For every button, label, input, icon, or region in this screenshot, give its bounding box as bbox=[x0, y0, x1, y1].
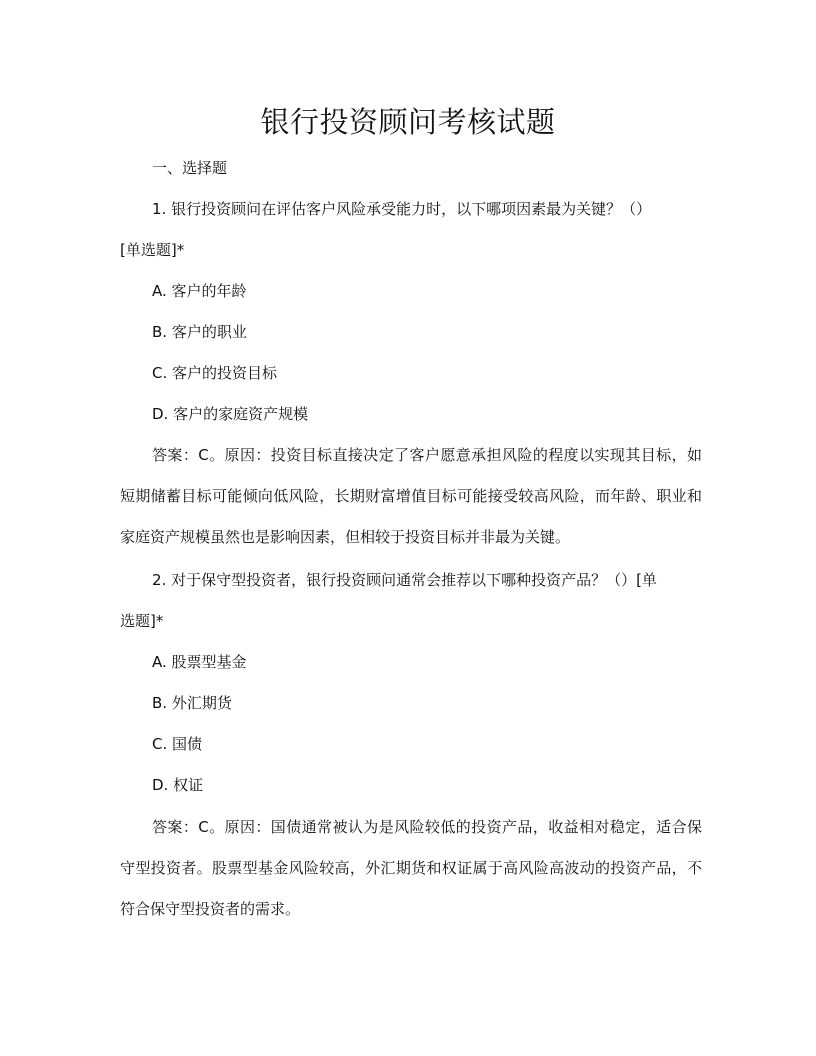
question-2-option-d: D. 权证 bbox=[152, 776, 204, 794]
question-1-option-a: A. 客户的年龄 bbox=[152, 282, 247, 300]
question-1-option-b: B. 客户的职业 bbox=[152, 323, 247, 341]
question-1-stem: 1. 银行投资顾问在评估客户风险承受能力时，以下哪项因素最为关键？（） bbox=[152, 200, 652, 218]
document-title: 银行投资顾问考核试题 bbox=[260, 105, 556, 139]
section-heading: 一、选择题 bbox=[152, 159, 228, 177]
question-2-type: 选题]* bbox=[120, 612, 164, 630]
question-1-type: [单选题]* bbox=[120, 241, 185, 259]
question-2-stem: 2. 对于保守型投资者，银行投资顾问通常会推荐以下哪种投资产品？（）[单 bbox=[152, 571, 657, 589]
question-2-option-a: A. 股票型基金 bbox=[152, 653, 247, 671]
question-2-answer: 答案：C。原因：国债通常被认为是风险较低的投资产品，收益相对稳定，适合保守型投资者。股票型基金风险较高，外汇期货和权证属于高风险高波动的投资产品，不符合保守型投资者的需求。 bbox=[120, 818, 702, 918]
question-1-option-c: C. 客户的投资目标 bbox=[152, 364, 278, 382]
question-2-option-b: B. 外汇期货 bbox=[152, 694, 232, 712]
question-1-answer: 答案：C。原因：投资目标直接决定了客户愿意承担风险的程度以实现其目标，如短期储蓄目标可能倾向低风险，长期财富增值目标可能接受较高风险，而年龄、职业和家庭资产规模虽然也是影响因素，但相较于投资目标并非最为关键。 bbox=[120, 446, 702, 546]
question-1-option-d: D. 客户的家庭资产规模 bbox=[152, 405, 309, 423]
question-2-option-c: C. 国债 bbox=[152, 735, 203, 753]
